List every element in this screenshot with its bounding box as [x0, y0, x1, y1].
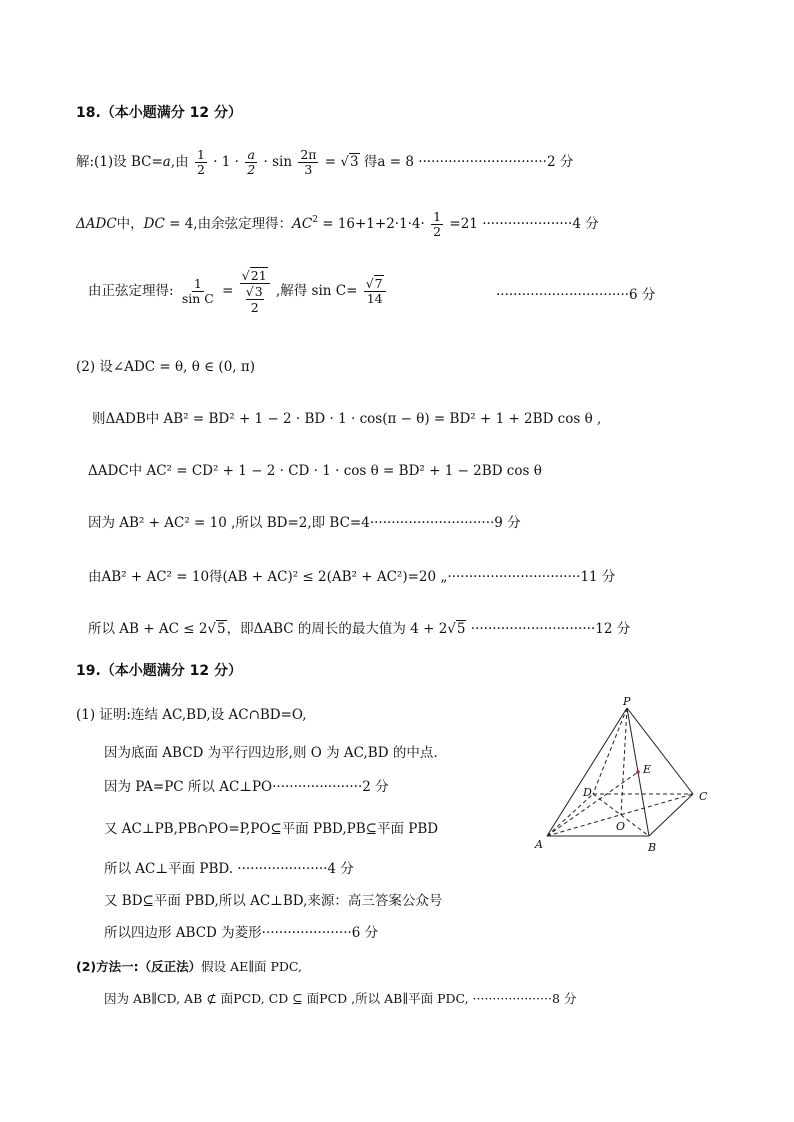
fraction: $\frac{√7}{14}$: [364, 277, 386, 306]
q19-line-4: 又 AC⊥PB,PB∩PO=P,PO⊆平面 PBD,PB⊆平面 PBD: [104, 821, 439, 837]
label-o: O: [616, 820, 626, 833]
sqrt-3: √3: [340, 154, 359, 170]
label-d: D: [583, 786, 592, 799]
q18-line-7: 因为 AB² + AC² = 10 ,所以 BD=2,即 BC=4·····························9 分: [88, 515, 521, 531]
point-e: [636, 770, 640, 774]
fraction: $\frac{1}{2}$: [196, 147, 205, 177]
q19-line-2: 因为底面 ABCD 为平行四边形,则 O 为 AC,BD 的中点.: [104, 745, 438, 761]
q18-line-3-score: ·······························6 分: [496, 287, 656, 303]
q19-method-line: (2)方法一:（反正法）假设 AE∥面 PDC,: [76, 959, 303, 974]
label-c: C: [699, 790, 708, 803]
fraction: $\frac{a}{2}$: [247, 147, 256, 177]
q18-line-3: 由正弦定理得: $\frac{1}{\text{sin C}}$ = √21 √3 2 ,解得 sin C= $\frac{√7}{14}$: [88, 268, 388, 315]
q18-line-1: 解:(1)设 BC=a,由 $\frac{1}{2}$ · 1 · $\frac{a}{2}$ · sin $\frac{2\pi}{3}$ = √3 得a = 8 ······························2 分: [76, 147, 574, 177]
fraction: √21 √3 2: [240, 268, 270, 315]
q19-line-5: 所以 AC⊥平面 PBD. ·····················4 分: [104, 861, 354, 877]
q18-line-4: (2) 设∠ADC = θ, θ ∈ (0, π): [76, 359, 256, 375]
q18-line-2: ΔADC中，DC = 4,由余弦定理得：$AC^2 = 16+1+2\cdot 1\cdot 4\cdot$ $\frac{1}{2}$ =21 ·····················4 分: [76, 209, 599, 239]
fraction: $\frac{2\pi}{3}$: [300, 147, 317, 177]
label-p: P: [623, 696, 631, 708]
q19-line-1: (1) 证明:连结 AC,BD,设 AC∩BD=O,: [76, 707, 307, 723]
label-a: A: [535, 838, 543, 851]
q19-last-line: 因为 AB∥CD, AB ⊄ 面PCD, CD ⊆ 面PCD ,所以 AB∥平面 PDC, ····················8 分: [104, 991, 577, 1006]
pyramid-figure: [527, 696, 717, 860]
q19-line-3: 因为 PA=PC 所以 AC⊥PO·····················2 分: [104, 779, 389, 795]
label-b: B: [648, 841, 657, 854]
q18-line-9: 所以 AB + AC ≤ 2√5，即ΔABC 的周长的最大值为 4 + 2√5 ·····························12 分: [88, 621, 631, 637]
q19-line-7: 所以四边形 ABCD 为菱形·····················6 分: [104, 925, 379, 941]
label-e: E: [643, 763, 652, 776]
q19-line-6: 又 BD⊆平面 PBD,所以 AC⊥BD,来源：高三答案公众号: [104, 893, 443, 909]
q18-line-5: 则ΔADB中 AB² = BD² + 1 − 2 · BD · 1 · cos(π − θ) = BD² + 1 + 2BD cos θ ,: [92, 411, 602, 427]
q18-line-6: ΔADC中 AC² = CD² + 1 − 2 · CD · 1 · cos θ = BD² + 1 − 2BD cos θ: [88, 463, 542, 479]
fraction: $\frac{1}{2}$: [433, 209, 442, 239]
q18-line-8: 由AB² + AC² = 10得(AB + AC)² ≤ 2(AB² + AC²)=20 „·······························11 分: [88, 569, 616, 585]
q18-title: 18.（本小题满分 12 分）: [76, 105, 243, 121]
q19-title: 19.（本小题满分 12 分）: [76, 663, 243, 679]
fraction: $\frac{1}{\text{sin C}}$: [181, 276, 214, 306]
